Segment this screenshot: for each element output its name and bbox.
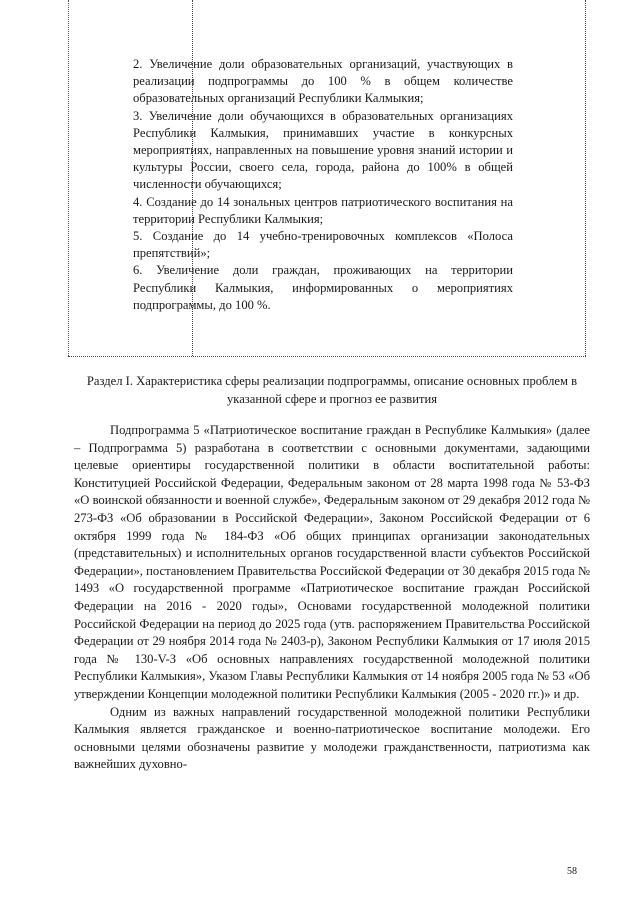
table-item-2: 2. Увеличение доли образовательных организаций, участвующих в реализации подпрограммы до 100 % в общем количестве образовательных организаций Республики Калмыкия; <box>133 57 513 106</box>
page-number: 58 <box>567 866 577 877</box>
paragraph-1: Подпрограмма 5 «Патриотическое воспитание граждан в Республике Калмыкия» (далее – Подпрограмма 5) разработана в соответствии с основными документами, задающими целевые ориентиры государственной политики в области воспитательной работы: Конституцией Российской Федерации, Федеральным законом от 28 марта 1998 года № 53-ФЗ «О воинской обязанности и военной службе», Федеральным законом от 29 декабря 2012 года № 273-ФЗ «Об образовании в Российской Федерации», Законом Российской Федерации от 6 октября 1999 года № 184-ФЗ «Об общих принципах организации законодательных (представительных) и исполнительных органов государственной власти субъектов Российской Федерации», постановлением Правительства Российской Федерации от 30 декабря 2015 года № 1493 «О государственной программе «Патриотическое воспитание граждан Российской Федерации на 2016 - 2020 годы», Основами государственной молодежной политики Российской Федерации на период до 2025 года (утв. распоряжением Правительства Российской Федерации от 29 ноября 2014 года № 2403-р), Законом Республики Калмыкия от 17 июля 2015 года № 130-V-З «Об основных направлениях государственной молодежной политики Республики Калмыкия», Указом Главы Республики Калмыкия от 14 ноября 2005 года № 53 «Об утверждении Концепции молодежной политики Республики Калмыкия (2005 - 2020 гг.)» и др. <box>74 423 590 701</box>
table-item-5: 5. Создание до 14 учебно-тренировочных комплексов «Полоса препятствий»; <box>133 229 513 261</box>
table-border-right <box>585 0 586 356</box>
body-text <box>74 422 590 774</box>
paragraph-2: Одним из важных направлений государственной молодежной политики Республики Калмыкия является гражданское и военно-патриотическое воспитание молодежи. Его основными целями обозначены развитие у молодежи гражданственности, патриотизма как важнейших духовно- <box>74 704 590 772</box>
table-cell-indicators <box>133 56 513 314</box>
table-item-4: 4. Создание до 14 зональных центров патриотического воспитания на территории Республики Калмыкия; <box>133 194 513 226</box>
section-title: Раздел I. Характеристика сферы реализации подпрограммы, описание основных проблем в указанной сфере и прогноз ее развития <box>86 374 578 406</box>
table-border-left <box>68 0 69 356</box>
table-item-3: 3. Увеличение доли обучающихся в образовательных организациях Республики Калмыкия, принимавших участие в конкурсных мероприятиях, направленных на повышение уровня знаний истории и культуры России, своего села, города, района до 100% в общей численности обучающихся; <box>133 108 513 192</box>
table-item-6: 6. Увеличение доли граждан, проживающих на территории Республики Калмыкия, информированных о мероприятиях подпрограммы, до 100 %. <box>133 263 513 312</box>
